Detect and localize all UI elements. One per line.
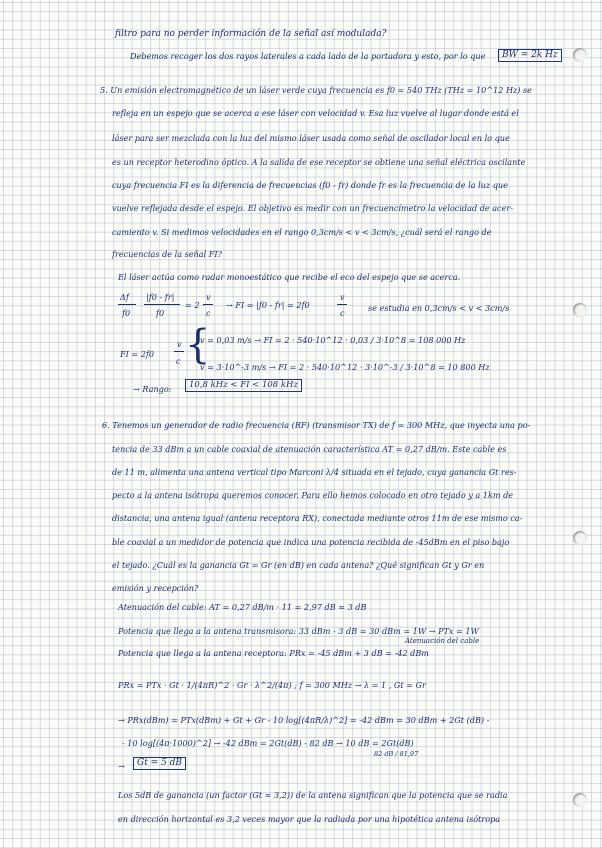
q6-step1: → PRx(dBm) = PTx(dBm) + Gt + Gr - 10 log[(4πR/λ)^2] = -42 dBm = 30 dBm + 2Gt (dB) - bbox=[118, 715, 490, 725]
case-2: v = 3·10^-3 m/s → FI = 2 · 540·10^12 · 3·10^-3 / 3·10^8 = 10 800 Hz bbox=[200, 362, 490, 372]
range-answer-box: 10,8 kHz < FI < 108 kHz bbox=[185, 379, 302, 392]
q5-statement-4: es un receptor heterodino óptico. A la salida de ese receptor se obtiene una señal eléctrica oscilante bbox=[112, 157, 526, 167]
v-frac-rule bbox=[337, 304, 347, 305]
fi-frac-den: c bbox=[176, 356, 181, 366]
q6-conclusion-1: Los 5dB de ganancia (un factor (Gt ≈ 3,2)) de la antena significan que la potencia que se radia bbox=[118, 790, 508, 800]
q6-attenuation: Atenuación del cable: AT = 0,27 dB/m · 11 = 2,97 dB ≈ 3 dB bbox=[118, 602, 367, 612]
q5-statement-2: refleja en un espejo que se acerca a ese láser con velocidad v. Esa luz vuelve al lugar donde está el bbox=[112, 108, 519, 118]
q5-statement-1: 5. Un emisión electromagnético de un láser verde cuya frecuencia es f0 = 540 THz (THz = 10^12 Hz) se bbox=[100, 85, 532, 95]
v-frac-num: v bbox=[340, 292, 345, 302]
range-label: → Rango: bbox=[133, 384, 172, 394]
q6-ptx: Potencia que llega a la antena transmisora: 33 dBm - 3 dB = 30 dBm = 1W → PTx = 1W bbox=[118, 626, 479, 636]
q5-statement-5: cuya frecuencia FI es la diferencia de frecuencias (f0 - fr) donde fr es la frecuencia de la luz que bbox=[112, 180, 508, 190]
doppler-rule-1 bbox=[118, 304, 136, 305]
doppler-rule-2 bbox=[144, 304, 180, 305]
q6-statement-3: de 11 m, alimenta una antena vertical tipo Marconi λ/4 situada en el tejado, cuya ganancia Gt res- bbox=[112, 467, 517, 477]
doppler-den: f0 bbox=[122, 308, 131, 318]
q6-statement-4: pecto a la antena isótropa queremos conocer. Para ello hemos colocado en otro tejado y a 1km de bbox=[112, 490, 514, 500]
q5-statement-6: vuelve reflejada desde el espejo. El objetivo es medir con un frecuencímetro la velocidad de acer- bbox=[112, 203, 513, 213]
q6-prx-note: Atenuación del cable bbox=[405, 637, 480, 645]
q6-result-box: Gt = 5 dB bbox=[133, 757, 186, 770]
fi-label: FI = 2f0 bbox=[120, 349, 155, 359]
binder-hole-middle bbox=[573, 303, 587, 317]
doppler-note: se estudia en 0,3cm/s < v < 3cm/s bbox=[368, 303, 510, 313]
q6-step2: - 10 log[(4π·1000)^2] → -42 dBm = 2Gt(dB) - 82 dB → 10 dB = 2Gt(dB) bbox=[122, 738, 414, 748]
q6-prx: Potencia que llega a la antena receptora: PRx = -45 dBm + 3 dB = -42 dBm bbox=[118, 648, 429, 658]
doppler-mid: = 2 · bbox=[185, 300, 205, 310]
q6-result-prefix: → bbox=[118, 761, 125, 771]
q6-statement-6: ble coaxial a un medidor de potencia que indica una potencia recibida de -45dBm en el piso bajo bbox=[112, 537, 510, 547]
q5-statement-8: frecuencias de la señal FI? bbox=[112, 249, 222, 259]
q4-line1: filtro para no perder información de la señal así modulada? bbox=[115, 29, 387, 39]
q6-statement-8: emisión y recepción? bbox=[112, 583, 199, 593]
binder-hole-top bbox=[573, 48, 587, 62]
q6-step2-note: 82 dB / 81,97 bbox=[374, 750, 419, 758]
bw-answer-box: BW = 2k Hz bbox=[498, 49, 562, 62]
q6-statement-5: distancia, una antena igual (antena receptora RX), conectada mediante otros 11m de ese mismo ca- bbox=[112, 513, 523, 523]
q6-statement-1: 6. Tenemos un generador de radio frecuencia (RF) (transmisor TX) de f = 300 MHz, que inyecta una po- bbox=[102, 420, 531, 430]
q5-solution-intro: El láser actúa como radar monoestático que recibe el eco del espejo que se acerca. bbox=[118, 272, 461, 282]
v-over-c-num: v bbox=[206, 292, 211, 302]
doppler-num: Δf bbox=[120, 292, 129, 302]
v-over-c-den: c bbox=[206, 308, 211, 318]
q5-statement-7: camiento v. Si medimos velocidades en el rango 0,3cm/s < v < 3cm/s, ¿cuál será el rango de bbox=[112, 227, 492, 237]
fi-frac-num: v bbox=[177, 339, 182, 349]
doppler-num-2: |f0 - fr| bbox=[146, 292, 175, 302]
v-over-c-rule bbox=[203, 304, 213, 305]
case-1: v = 0,03 m/s → FI = 2 · 540·10^12 · 0,03 / 3·10^8 = 108 000 Hz bbox=[200, 335, 466, 345]
q6-friis: PRx = PTx · Gt · 1/(4πR)^2 · Gr · λ^2/(4π) ; f = 300 MHz → λ = 1 , Gt = Gr bbox=[118, 680, 426, 690]
q5-statement-3: láser para ser mezclada con la luz del mismo láser usada como señal de oscilador local en lo que bbox=[112, 133, 510, 143]
q4-line2: Debemos recoger los dos rayos laterales a cada lado de la portadora y esto, por lo que bbox=[130, 51, 486, 61]
q6-statement-2: tencia de 33 dBm a un cable coaxial de atenuación característica AT = 0,27 dB/m. Este cable es bbox=[112, 444, 507, 454]
q6-statement-7: el tejado. ¿Cuál es la ganancia Gt = Gr (en dB) en cada antena? ¿Qué significan Gt y Gr en bbox=[112, 560, 485, 570]
cases-brace: { bbox=[185, 322, 211, 368]
binder-hole-lower bbox=[573, 531, 587, 545]
v-frac-den: c bbox=[340, 308, 345, 318]
binder-hole-bottom bbox=[573, 793, 587, 807]
q6-conclusion-2: en dirección horizontal es 3,2 veces mayor que la radiada por una hipotética antena isótropa bbox=[118, 814, 501, 824]
fi-frac-rule bbox=[174, 351, 184, 352]
doppler-den-2: f0 bbox=[156, 308, 165, 318]
doppler-rhs: → FI = |f0 - fr| = 2f0 bbox=[226, 300, 310, 310]
